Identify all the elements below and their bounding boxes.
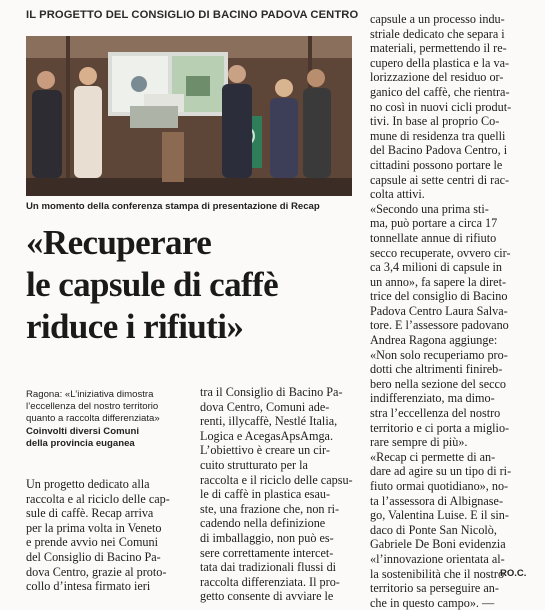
body-line: territorio sa perseguire an- bbox=[370, 581, 499, 596]
body-line: go, Valentina Luise. E il sin- bbox=[370, 508, 509, 523]
body-line: ma, può portare a circa 17 bbox=[370, 216, 498, 231]
body-line: «Recap ci permette di an- bbox=[370, 449, 496, 464]
body-line: capsule a un processo indu- bbox=[370, 12, 505, 26]
body-line: dova Centro, Comuni ade- bbox=[200, 399, 330, 414]
body-line: mune di residenza tra quelli bbox=[370, 128, 506, 143]
body-line: dare ad agire su un tipo di ri- bbox=[370, 464, 512, 479]
body-line: colta attivi. bbox=[370, 187, 425, 202]
body-line: tore. E l’assessore padovano bbox=[370, 318, 509, 333]
author-signature: RO.C. bbox=[500, 568, 527, 579]
body-line: «l’innovazione orientata al- bbox=[370, 551, 505, 566]
body-line: renti, illycaffè, Nestlé Italia, bbox=[200, 414, 338, 429]
body-line: getto consente di avviare le bbox=[200, 589, 334, 604]
body-line: cadendo nella definizione bbox=[200, 516, 326, 531]
body-line: striale dedicato che separa i bbox=[370, 26, 505, 41]
body-line: le di caffè in plastica esau- bbox=[200, 487, 331, 502]
deck-line: quanto a raccolta differenziata» bbox=[26, 413, 160, 425]
body-line: territorio e ci porta a miglio- bbox=[370, 420, 510, 435]
body-line: ta l’assessora di Albignase- bbox=[370, 493, 504, 508]
deck-line: Coinvolti diversi Comuni bbox=[26, 425, 140, 437]
body-line: cittadini possono portare le bbox=[370, 157, 503, 172]
body-line: «Secondo una prima sti- bbox=[370, 201, 489, 216]
body-line: indifferenziato, ma dimo- bbox=[370, 391, 495, 406]
deck-line: Ragona: «L’iniziativa dimostra bbox=[26, 389, 154, 400]
body-column-1 bbox=[26, 477, 189, 594]
deck-line: della provincia euganea bbox=[26, 437, 135, 449]
body-line: tata dai tradizionali flussi di bbox=[200, 560, 337, 575]
body-line: e prende avvio nei Comuni bbox=[26, 535, 158, 550]
body-line: sule di caffè. Recap arriva bbox=[26, 506, 154, 521]
body-line: del Consiglio di Bacino Pa- bbox=[26, 549, 161, 564]
body-line: Un progetto dedicato alla bbox=[26, 477, 150, 491]
headline bbox=[26, 222, 356, 348]
body-line: «Non solo recuperiamo pro- bbox=[370, 347, 508, 362]
body-line: trice del consiglio di Bacino bbox=[370, 289, 508, 304]
photo-caption: Un momento della conferenza stampa di presentazione di Recap bbox=[26, 201, 320, 212]
article-deck bbox=[26, 389, 198, 450]
press-conference-photo bbox=[26, 36, 352, 196]
body-line: L’obiettivo è creare un cir- bbox=[200, 443, 330, 458]
article-kicker: IL PROGETTO DEL CONSIGLIO DI BACINO PADOVA CENTRO bbox=[26, 9, 359, 21]
body-line: dotti che altrimenti finireb- bbox=[370, 362, 503, 377]
deck-line: l’eccellenza del nostro territorio bbox=[26, 401, 159, 413]
body-line: rare sempre di più». bbox=[370, 435, 468, 450]
body-line: tonnellate annue di rifiuto bbox=[370, 230, 497, 245]
body-line: Gabriele De Boni evidenzia bbox=[370, 537, 506, 552]
body-column-3 bbox=[370, 12, 530, 610]
headline-line: le capsule di caffè bbox=[26, 265, 279, 304]
body-column-2 bbox=[200, 385, 360, 604]
body-line: bero nella sezione del secco bbox=[370, 376, 507, 391]
body-line: capsule ai sette centri di rac- bbox=[370, 172, 510, 187]
headline-line: riduce i rifiuti» bbox=[26, 307, 244, 346]
body-line: tivi. In base al proprio Co- bbox=[370, 114, 500, 129]
body-line: per la prima volta in Veneto bbox=[26, 520, 162, 535]
body-line: raccolta e il riciclo delle capsu- bbox=[200, 472, 353, 487]
body-line: cupero della plastica e la va- bbox=[370, 55, 510, 70]
body-line: daco di Ponte San Nicolò, bbox=[370, 522, 497, 537]
body-line: sere correttamente intercet- bbox=[200, 545, 334, 560]
body-line: materiali, permettendo il re- bbox=[370, 41, 507, 56]
body-line: tra il Consiglio di Bacino Pa- bbox=[200, 385, 343, 399]
body-line: raccolta e al riciclo delle cap- bbox=[26, 491, 170, 506]
body-line: secco recuperate, ovvero cir- bbox=[370, 245, 511, 260]
headline-line: «Recuperare bbox=[26, 223, 212, 262]
body-line: no così in nuovi cicli produt- bbox=[370, 99, 512, 114]
body-line: dova Centro, grazie al proto- bbox=[26, 564, 167, 579]
body-line: Padova Centro Laura Salva- bbox=[370, 303, 508, 318]
body-line: lorizzazione del residuo or- bbox=[370, 70, 504, 85]
body-line: che in questo campo». — bbox=[370, 595, 495, 610]
body-line: un anno», fa sapere la diret- bbox=[370, 274, 507, 289]
body-line: ca 3,4 milioni di capsule in bbox=[370, 260, 503, 275]
body-line: fiuto ormai quotidiano», no- bbox=[370, 479, 509, 493]
body-line: collo d’intesa firmato ieri bbox=[26, 579, 151, 594]
body-line: Logica e AcegasApsAmga. bbox=[200, 428, 334, 443]
body-line: ganico del caffè, che rientra- bbox=[370, 84, 510, 99]
body-line: del Bacino Padova Centro, i bbox=[370, 143, 508, 158]
body-line: ste, una frazione che, non ri- bbox=[200, 501, 340, 516]
body-line: stra l’eccellenza del nostro bbox=[370, 406, 501, 421]
body-line: raccolta differenziata. Il pro- bbox=[200, 574, 340, 589]
body-line: la sostenibilità che il nostro bbox=[370, 566, 505, 581]
body-line: Andrea Ragona aggiunge: bbox=[370, 333, 498, 348]
body-line: di imballaggio, non può es- bbox=[200, 530, 334, 545]
body-line: cuito strutturato per la bbox=[200, 457, 308, 472]
